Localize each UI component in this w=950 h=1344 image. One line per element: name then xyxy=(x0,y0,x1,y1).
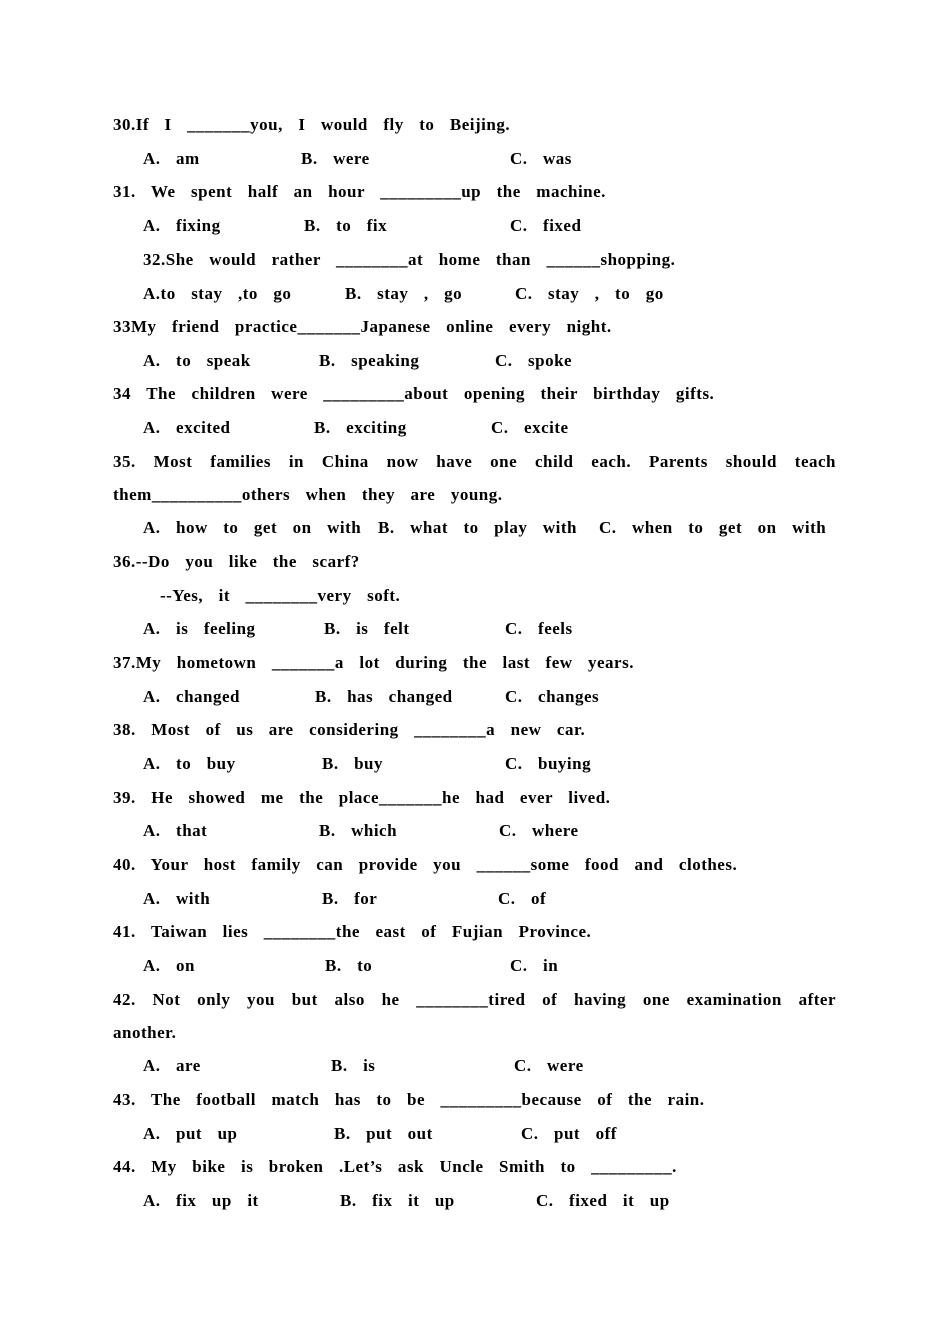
question-33-stem: 33My friend practice_______Japanese online every night. xyxy=(113,317,612,336)
question-31-option-b: B. to fix xyxy=(304,216,388,235)
question-44-stem: 44. My bike is broken .Let’s ask Uncle Smith to _________. xyxy=(113,1157,677,1176)
question-32-stem: 32.She would rather ________at home than ______shopping. xyxy=(143,250,676,269)
question-42-option-c: C. were xyxy=(514,1056,584,1075)
question-41-stem: 41. Taiwan lies ________the east of Fujian Province. xyxy=(113,922,592,941)
question-42-option-b: B. is xyxy=(331,1056,376,1075)
question-43-option-a: A. put up xyxy=(143,1124,238,1143)
question-41-option-a: A. on xyxy=(143,956,195,975)
question-41-option-b: B. to xyxy=(325,956,373,975)
question-36-option-a: A. is feeling xyxy=(143,619,256,638)
question-35-option-a: A. how to get on with xyxy=(143,518,362,537)
question-33-option-b: B. speaking xyxy=(319,351,420,370)
question-38-option-b: B. buy xyxy=(322,754,383,773)
question-30-option-b: B. were xyxy=(301,149,370,168)
question-36-option-c: C. feels xyxy=(505,619,573,638)
question-36-stem: 36.--Do you like the scarf? xyxy=(113,552,360,571)
question-44-option-a: A. fix up it xyxy=(143,1191,259,1210)
question-34-option-a: A. excited xyxy=(143,418,231,437)
question-43-option-b: B. put out xyxy=(334,1124,433,1143)
question-42-stem-continued: another. xyxy=(113,1023,177,1042)
question-44-option-b: B. fix it up xyxy=(340,1191,455,1210)
question-35-option-c: C. when to get on with xyxy=(599,518,827,537)
question-31-stem: 31. We spent half an hour _________up the machine. xyxy=(113,182,606,201)
question-39-stem: 39. He showed me the place_______he had ever lived. xyxy=(113,788,611,807)
question-35-option-b: B. what to play with xyxy=(378,518,577,537)
question-43-option-c: C. put off xyxy=(521,1124,617,1143)
question-38-option-c: C. buying xyxy=(505,754,592,773)
question-34-option-c: C. excite xyxy=(491,418,569,437)
question-42-option-a: A. are xyxy=(143,1056,201,1075)
question-30-option-a: A. am xyxy=(143,149,200,168)
question-30-option-c: C. was xyxy=(510,149,572,168)
question-33-option-c: C. spoke xyxy=(495,351,573,370)
question-33-option-a: A. to speak xyxy=(143,351,251,370)
question-40-option-b: B. for xyxy=(322,889,378,908)
question-36-reply: --Yes, it ________very soft. xyxy=(160,586,401,605)
question-32-option-b: B. stay , go xyxy=(345,284,463,303)
question-40-option-c: C. of xyxy=(498,889,547,908)
question-30-stem: 30.If I _______you, I would fly to Beijing. xyxy=(113,115,511,134)
question-38-option-a: A. to buy xyxy=(143,754,236,773)
question-43-stem: 43. The football match has to be _________because of the rain. xyxy=(113,1090,705,1109)
question-35-stem-continued: them__________others when they are young. xyxy=(113,485,503,504)
question-35-stem: 35. Most families in China now have one child each. Parents should teach xyxy=(113,452,836,471)
question-37-option-a: A. changed xyxy=(143,687,240,706)
question-32-option-c: C. stay , to go xyxy=(515,284,664,303)
question-34-option-b: B. exciting xyxy=(314,418,407,437)
question-40-option-a: A. with xyxy=(143,889,211,908)
question-34-stem: 34 The children were _________about opening their birthday gifts. xyxy=(113,384,715,403)
question-40-stem: 40. Your host family can provide you ______some food and clothes. xyxy=(113,855,738,874)
question-42-stem: 42. Not only you but also he ________tired of having one examination after xyxy=(113,990,836,1009)
question-37-stem: 37.My hometown _______a lot during the last few years. xyxy=(113,653,634,672)
question-36-option-b: B. is felt xyxy=(324,619,410,638)
question-31-option-c: C. fixed xyxy=(510,216,582,235)
question-38-stem: 38. Most of us are considering ________a new car. xyxy=(113,720,586,739)
question-44-option-c: C. fixed it up xyxy=(536,1191,670,1210)
question-37-option-c: C. changes xyxy=(505,687,600,706)
question-39-option-b: B. which xyxy=(319,821,398,840)
question-31-option-a: A. fixing xyxy=(143,216,221,235)
question-32-option-a: A.to stay ,to go xyxy=(143,284,292,303)
question-41-option-c: C. in xyxy=(510,956,559,975)
question-39-option-a: A. that xyxy=(143,821,208,840)
question-39-option-c: C. where xyxy=(499,821,579,840)
question-37-option-b: B. has changed xyxy=(315,687,453,706)
